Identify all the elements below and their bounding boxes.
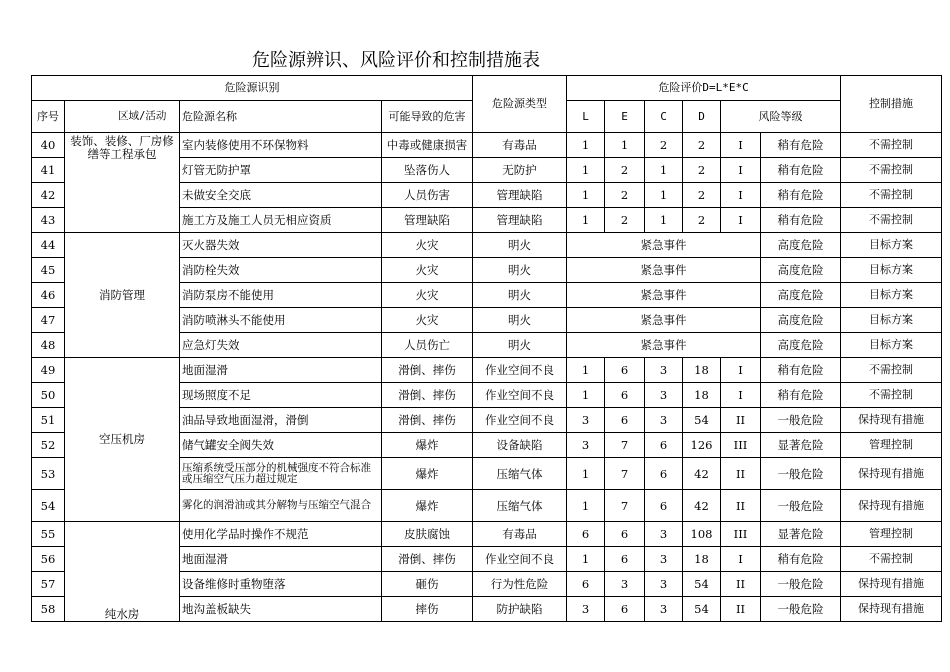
row-no: 54 (32, 490, 65, 522)
value-E: 2 (605, 183, 645, 208)
value-C: 3 (645, 597, 683, 622)
risk-grade: I (721, 183, 761, 208)
hazard-name: 设备维修时重物堕落 (180, 572, 382, 597)
value-C: 3 (645, 383, 683, 408)
control-measure: 目标方案 (841, 233, 942, 258)
hazard-type: 有毒品 (473, 522, 567, 547)
value-E: 7 (605, 458, 645, 490)
value-L: 1 (567, 490, 605, 522)
header-harm: 可能导致的危害 (382, 101, 473, 133)
value-D: 126 (683, 433, 721, 458)
possible-harm: 滑倒、摔伤 (382, 547, 473, 572)
risk-level: 显著危险 (761, 433, 841, 458)
control-measure: 管理控制 (841, 522, 942, 547)
control-measure: 保持现有措施 (841, 490, 942, 522)
risk-level: 一般危险 (761, 490, 841, 522)
risk-level: 一般危险 (761, 597, 841, 622)
risk-grade: III (721, 433, 761, 458)
row-no: 45 (32, 258, 65, 283)
value-E: 6 (605, 597, 645, 622)
possible-harm: 爆炸 (382, 458, 473, 490)
value-E: 6 (605, 383, 645, 408)
risk-level: 稍有危险 (761, 183, 841, 208)
row-no: 58 (32, 597, 65, 622)
hazard-type: 无防护 (473, 158, 567, 183)
value-C: 3 (645, 572, 683, 597)
possible-harm: 砸伤 (382, 572, 473, 597)
control-measure: 保持现有措施 (841, 572, 942, 597)
value-D: 42 (683, 458, 721, 490)
value-E: 6 (605, 358, 645, 383)
table-row (32, 233, 942, 258)
value-E: 2 (605, 208, 645, 233)
value-C: 6 (645, 458, 683, 490)
possible-harm: 摔伤 (382, 597, 473, 622)
row-no: 46 (32, 283, 65, 308)
header-row-1 (32, 76, 942, 101)
hazard-name: 现场照度不足 (180, 383, 382, 408)
control-measure: 不需控制 (841, 383, 942, 408)
value-C: 3 (645, 408, 683, 433)
value-L: 1 (567, 358, 605, 383)
risk-grade: I (721, 358, 761, 383)
header-no: 序号 (32, 101, 65, 133)
risk-level: 一般危险 (761, 408, 841, 433)
hazard-type: 作业空间不良 (473, 547, 567, 572)
value-E: 7 (605, 433, 645, 458)
value-D: 2 (683, 208, 721, 233)
risk-grade: I (721, 133, 761, 158)
risk-level: 高度危险 (761, 283, 841, 308)
control-measure: 目标方案 (841, 283, 942, 308)
row-no: 48 (32, 333, 65, 358)
hazard-name: 压缩系统受压部分的机械强度不符合标准或压缩空气压力超过规定 (180, 458, 382, 490)
header-type: 危险源类型 (473, 76, 567, 133)
control-measure: 不需控制 (841, 358, 942, 383)
hazard-name: 消防喷淋头不能使用 (180, 308, 382, 333)
hazard-type: 防护缺陷 (473, 597, 567, 622)
row-no: 41 (32, 158, 65, 183)
risk-grade: III (721, 522, 761, 547)
risk-grade: II (721, 490, 761, 522)
control-measure: 保持现有措施 (841, 458, 942, 490)
row-no: 40 (32, 133, 65, 158)
header-D: D (683, 101, 721, 133)
value-C: 3 (645, 358, 683, 383)
value-D: 18 (683, 358, 721, 383)
area-cell: 空压机房 (65, 358, 180, 522)
value-D: 108 (683, 522, 721, 547)
risk-level: 一般危险 (761, 458, 841, 490)
hazard-type: 作业空间不良 (473, 358, 567, 383)
risk-grade: II (721, 458, 761, 490)
hazard-name: 灯管无防护罩 (180, 158, 382, 183)
row-no: 43 (32, 208, 65, 233)
value-L: 1 (567, 183, 605, 208)
possible-harm: 爆炸 (382, 490, 473, 522)
hazard-name: 地面湿滑 (180, 358, 382, 383)
control-measure: 目标方案 (841, 333, 942, 358)
risk-level: 高度危险 (761, 258, 841, 283)
value-D: 18 (683, 547, 721, 572)
control-measure: 不需控制 (841, 158, 942, 183)
hazard-type: 压缩气体 (473, 458, 567, 490)
hazard-name: 应急灯失效 (180, 333, 382, 358)
risk-grade: II (721, 597, 761, 622)
control-measure: 目标方案 (841, 308, 942, 333)
evaluation-event: 紧急事件 (567, 333, 761, 358)
control-measure: 管理控制 (841, 433, 942, 458)
value-C: 2 (645, 133, 683, 158)
header-evaluation: 危险评价D=L*E*C (567, 76, 841, 101)
value-E: 7 (605, 490, 645, 522)
value-L: 1 (567, 383, 605, 408)
value-E: 6 (605, 547, 645, 572)
header-L: L (567, 101, 605, 133)
possible-harm: 火灾 (382, 233, 473, 258)
hazard-name: 储气罐安全阀失效 (180, 433, 382, 458)
control-measure: 不需控制 (841, 133, 942, 158)
risk-grade: I (721, 383, 761, 408)
value-C: 6 (645, 490, 683, 522)
hazard-type: 明火 (473, 308, 567, 333)
risk-grade: I (721, 547, 761, 572)
hazard-name: 施工方及施工人员无相应资质 (180, 208, 382, 233)
possible-harm: 人员伤害 (382, 183, 473, 208)
possible-harm: 滑倒、摔伤 (382, 408, 473, 433)
value-D: 2 (683, 158, 721, 183)
value-L: 6 (567, 522, 605, 547)
header-control: 控制措施 (841, 76, 942, 133)
hazard-name: 消防泵房不能使用 (180, 283, 382, 308)
risk-level: 一般危险 (761, 572, 841, 597)
risk-level: 高度危险 (761, 333, 841, 358)
evaluation-event: 紧急事件 (567, 258, 761, 283)
hazard-type: 明火 (473, 283, 567, 308)
page-title-text: 危险源辨识、风险评价和控制措施表 (252, 50, 540, 71)
table-row (32, 358, 942, 383)
possible-harm: 皮肤腐蚀 (382, 522, 473, 547)
row-no: 53 (32, 458, 65, 490)
value-E: 6 (605, 522, 645, 547)
row-no: 51 (32, 408, 65, 433)
row-no: 55 (32, 522, 65, 547)
risk-level: 高度危险 (761, 308, 841, 333)
control-measure: 不需控制 (841, 208, 942, 233)
hazard-type: 管理缺陷 (473, 183, 567, 208)
risk-level: 高度危险 (761, 233, 841, 258)
risk-table (31, 75, 942, 622)
hazard-type: 明火 (473, 233, 567, 258)
hazard-name: 使用化学品时操作不规范 (180, 522, 382, 547)
risk-level: 稍有危险 (761, 547, 841, 572)
area-cell: 装饰、装修、厂房修缮等工程承包 (65, 133, 180, 233)
value-C: 6 (645, 433, 683, 458)
row-no: 56 (32, 547, 65, 572)
control-measure: 保持现有措施 (841, 597, 942, 622)
row-no: 57 (32, 572, 65, 597)
hazard-name: 油品导致地面湿滑，滑倒 (180, 408, 382, 433)
area-cell: 消防管理 (65, 233, 180, 358)
value-C: 3 (645, 547, 683, 572)
hazard-name: 雾化的润滑油或其分解物与压缩空气混合 (180, 490, 382, 522)
risk-level: 稍有危险 (761, 158, 841, 183)
value-E: 2 (605, 158, 645, 183)
header-name: 危险源名称 (180, 101, 382, 133)
value-L: 1 (567, 458, 605, 490)
control-measure: 保持现有措施 (841, 408, 942, 433)
hazard-type: 有毒品 (473, 133, 567, 158)
risk-grade: I (721, 208, 761, 233)
control-measure: 目标方案 (841, 258, 942, 283)
risk-level: 显著危险 (761, 522, 841, 547)
value-L: 1 (567, 208, 605, 233)
value-C: 3 (645, 522, 683, 547)
row-no: 52 (32, 433, 65, 458)
hazard-type: 行为性危险 (473, 572, 567, 597)
risk-grade: II (721, 408, 761, 433)
hazard-name: 地沟盖板缺失 (180, 597, 382, 622)
header-risk: 风险等级 (721, 101, 841, 133)
risk-level: 稍有危险 (761, 133, 841, 158)
table-row (32, 133, 942, 158)
evaluation-event: 紧急事件 (567, 283, 761, 308)
possible-harm: 中毒或健康损害 (382, 133, 473, 158)
value-D: 54 (683, 408, 721, 433)
control-measure: 不需控制 (841, 183, 942, 208)
risk-level: 稍有危险 (761, 383, 841, 408)
value-L: 3 (567, 433, 605, 458)
value-E: 6 (605, 408, 645, 433)
evaluation-event: 紧急事件 (567, 308, 761, 333)
hazard-type: 明火 (473, 258, 567, 283)
risk-level: 稍有危险 (761, 358, 841, 383)
hazard-name: 未做安全交底 (180, 183, 382, 208)
table-row (32, 522, 942, 547)
value-D: 54 (683, 572, 721, 597)
possible-harm: 滑倒、摔伤 (382, 358, 473, 383)
value-L: 1 (567, 547, 605, 572)
risk-grade: I (721, 158, 761, 183)
possible-harm: 火灾 (382, 308, 473, 333)
value-D: 54 (683, 597, 721, 622)
value-L: 3 (567, 597, 605, 622)
value-C: 1 (645, 158, 683, 183)
value-D: 2 (683, 133, 721, 158)
hazard-type: 作业空间不良 (473, 408, 567, 433)
hazard-name: 室内装修使用不环保物料 (180, 133, 382, 158)
possible-harm: 管理缺陷 (382, 208, 473, 233)
control-measure: 不需控制 (841, 547, 942, 572)
row-no: 47 (32, 308, 65, 333)
value-D: 2 (683, 183, 721, 208)
value-D: 18 (683, 383, 721, 408)
hazard-type: 压缩气体 (473, 490, 567, 522)
row-no: 49 (32, 358, 65, 383)
hazard-type: 作业空间不良 (473, 383, 567, 408)
value-C: 1 (645, 208, 683, 233)
risk-level: 稍有危险 (761, 208, 841, 233)
hazard-name: 地面湿滑 (180, 547, 382, 572)
row-no: 44 (32, 233, 65, 258)
hazard-type: 明火 (473, 333, 567, 358)
value-E: 3 (605, 572, 645, 597)
value-L: 1 (567, 158, 605, 183)
hazard-name: 灭火器失效 (180, 233, 382, 258)
value-L: 3 (567, 408, 605, 433)
possible-harm: 坠落伤人 (382, 158, 473, 183)
header-blank (65, 101, 106, 133)
header-area: 区域/活动 (106, 101, 180, 133)
value-L: 6 (567, 572, 605, 597)
value-E: 1 (605, 133, 645, 158)
possible-harm: 火灾 (382, 258, 473, 283)
area-cell: 纯水房 (65, 522, 180, 622)
value-C: 1 (645, 183, 683, 208)
possible-harm: 滑倒、摔伤 (382, 383, 473, 408)
evaluation-event: 紧急事件 (567, 233, 761, 258)
possible-harm: 火灾 (382, 283, 473, 308)
possible-harm: 爆炸 (382, 433, 473, 458)
hazard-name: 消防栓失效 (180, 258, 382, 283)
value-L: 1 (567, 133, 605, 158)
header-E: E (605, 101, 645, 133)
risk-grade: II (721, 572, 761, 597)
value-D: 42 (683, 490, 721, 522)
row-no: 50 (32, 383, 65, 408)
row-no: 42 (32, 183, 65, 208)
hazard-type: 管理缺陷 (473, 208, 567, 233)
header-identification: 危险源识别 (32, 76, 473, 101)
possible-harm: 人员伤亡 (382, 333, 473, 358)
header-C: C (645, 101, 683, 133)
hazard-type: 设备缺陷 (473, 433, 567, 458)
